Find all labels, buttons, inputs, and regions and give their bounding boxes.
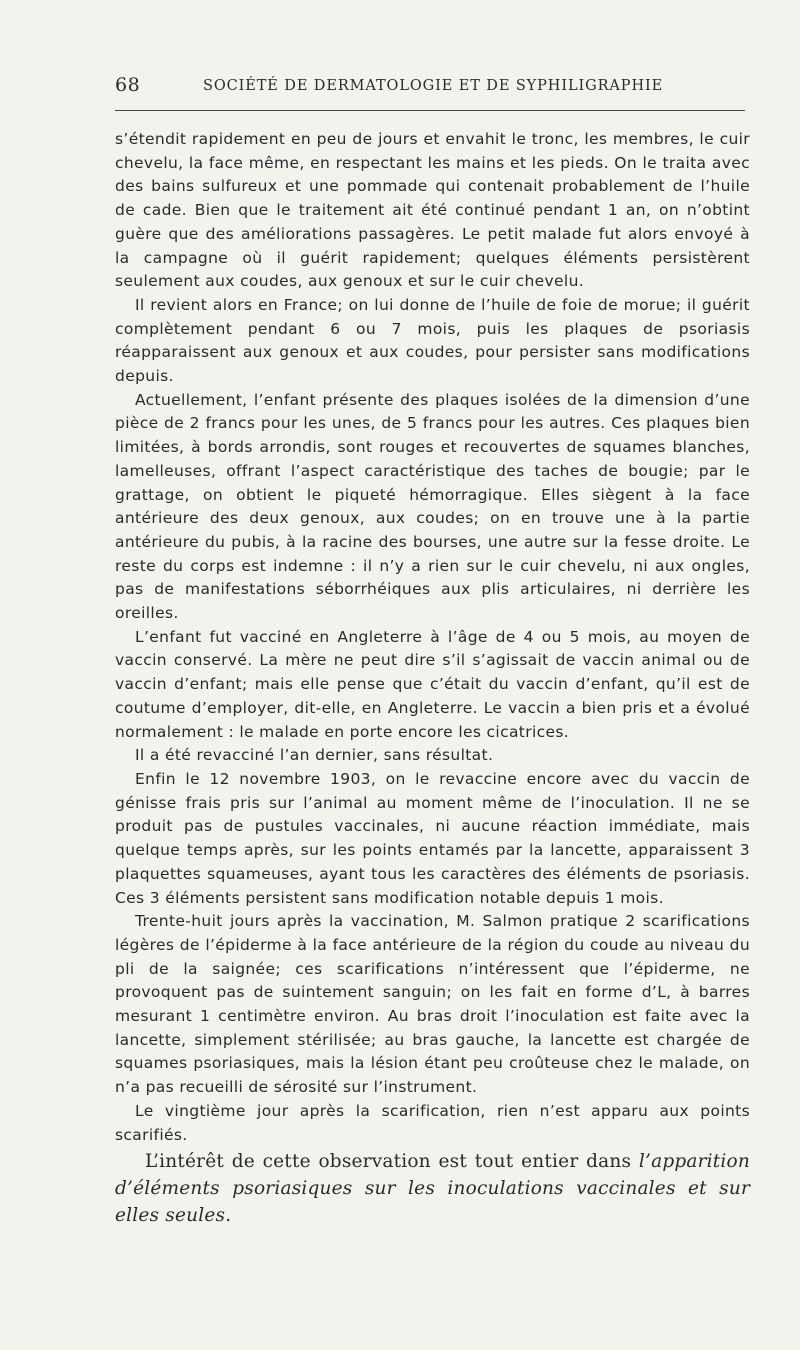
paragraph: s’étendit rapidement en peu de jours et envahit le tronc, les membres, le cuir chevelu, la face même, en respectant les mains et les pieds. On le traita avec des bains sulfureux et une pommade qui contenait probablement de l’huile de cade. Bien que le traitement ait été continué pendant 1 an, on n’obtint guère que des améliorations passagères. Le petit malade fut alors envoyé à la campagne où il guérit rapidement; quelques éléments persistèrent seulement aux coudes, aux genoux et sur le cuir chevelu. (115, 130, 750, 291)
body-text (115, 128, 750, 1147)
conclusion (115, 1148, 750, 1229)
paragraph: Le vingtième jour après la scarification, rien n’est apparu aux points scarifiés. (115, 1101, 750, 1144)
paragraph: Il a été revacciné l’an dernier, sans résultat. (135, 746, 494, 765)
paragraph: Il revient alors en France; on lui donne de l’huile de foie de morue; il guérit complètement pendant 6 ou 7 mois, puis les plaques de psoriasis réapparaissent aux genoux et aux coudes, pour persister sans modifications depuis. (115, 295, 750, 386)
conclusion-emphasis: l’apparition d’éléments psoriasiques sur les inoculations vaccinales et sur elles seules. (115, 1151, 750, 1226)
paragraph: L’enfant fut vacciné en Angleterre à l’âge de 4 ou 5 mois, au moyen de vaccin conservé. La mère ne peut dire s’il s’agissait de vaccin animal ou de vaccin d’enfant; mais elle pense que c’était du vaccin d’enfant, qu’il est de coutume d’employer, dit-elle, en Angleterre. Le vaccin a bien pris et a évolué normalement : le malade en porte encore les cicatrices. (115, 627, 750, 741)
page-header (115, 72, 750, 102)
paragraph: Enfin le 12 novembre 1903, on le revaccine encore avec du vaccin de génisse frais pris sur l’animal au moment même de l’inoculation. Il ne se produit pas de pustules vaccinales, ni aucune réaction immédiate, mais quelque temps après, sur les points entamés par la lancette, apparaissent 3 plaquettes squameuses, ayant tous les caractères des éléments de psoriasis. Ces 3 éléments persistent sans modification notable depuis 1 mois. (115, 769, 750, 907)
conclusion-lead: L’intérêt de cette observation est tout entier dans (145, 1151, 639, 1172)
running-head: SOCIÉTÉ DE DERMATOLOGIE ET DE SYPHILIGRAPHIE (203, 78, 664, 94)
conclusion-paragraph (115, 1148, 750, 1229)
paragraph: Trente-huit jours après la vaccination, M. Salmon pratique 2 scarifications légères de l’épiderme à la face antérieure de la région du coude au niveau du pli de la saignée; ces scarifications n’intéressent que l’épiderme, ne provoquent pas de suintement sanguin; on les fait en forme d’L, à barres mesurant 1 centimètre environ. Au bras droit l’inoculation est faite avec la lancette, simplement stérilisée; au bras gauche, la lancette est chargée de squames psoriasiques, mais la lésion étant peu croûteuse chez le malade, on n’a pas recueilli de sérosité sur l’instrument. (115, 912, 750, 1097)
page-number: 68 (115, 74, 141, 96)
header-rule (115, 110, 745, 111)
paragraph: Actuellement, l’enfant présente des plaques isolées de la dimension d’une pièce de 2 francs pour les unes, de 5 francs pour les autres. Ces plaques bien limitées, à bords arrondis, sont rouges et recouvertes de squames blanches, lamelleuses, offrant l’aspect caractéristique des taches de bougie; par le grattage, on obtient le piqueté hémorragique. Elles siègent à la face antérieure des deux genoux, aux coudes; on en trouve une à la partie antérieure du pubis, à la racine des bourses, une autre sur la fesse droite. Le reste du corps est indemne : il n’y a rien sur le cuir chevelu, ni aux ongles, pas de manifestations séborrhéiques aux plis articulaires, ni derrière les oreilles. (115, 390, 750, 623)
